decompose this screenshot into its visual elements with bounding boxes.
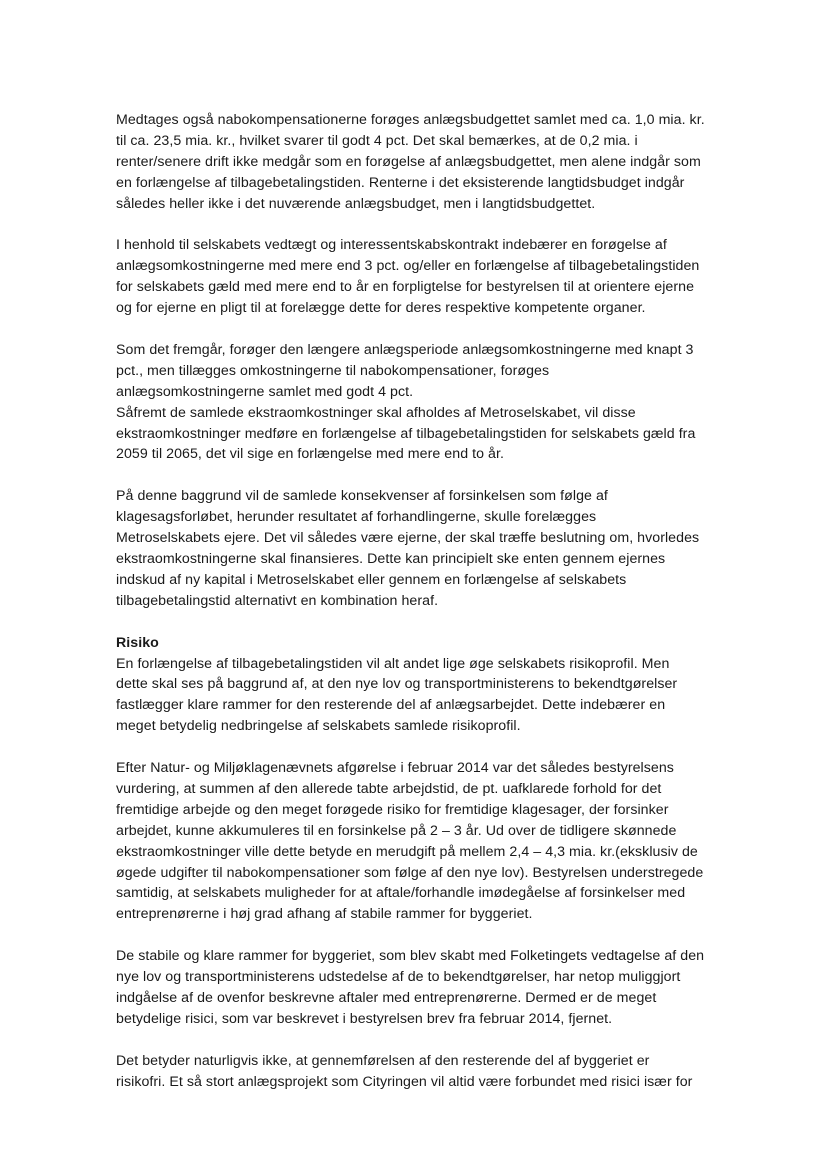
text-line: vurdering, at summen af den allerede tabte arbejdstid, de pt. uafklarede forhold for det bbox=[116, 780, 662, 797]
text-line: til ca. 23,5 mia. kr., hvilket svarer til godt 4 pct. Det skal bemærkes, at de 0,2 mia. i bbox=[116, 132, 638, 149]
text-line: På denne baggrund vil de samlede konsekvenser af forsinkelsen som følge af bbox=[116, 488, 608, 505]
text-line: fastlægger klare rammer for den resterende del af anlægsarbejdet. Dette indebærer en bbox=[116, 697, 666, 714]
text-line: klagesagsforløbet, herunder resultatet af forhandlingerne, skulle forelægges bbox=[116, 509, 597, 526]
text-line: arbejdet, kunne akkumuleres til en forsinkelse på 2 – 3 år. Ud over de tidligere skønnede bbox=[116, 822, 677, 839]
text-line: anlægsomkostningerne samlet med godt 4 pct. bbox=[116, 383, 414, 400]
text-line: tilbagebetalingstid alternativt en kombination heraf. bbox=[116, 592, 439, 609]
paragraph-budget bbox=[116, 110, 756, 215]
text-line: risikofri. Et så stort anlægsprojekt som Cityringen vil altid være forbundet med risici især for bbox=[116, 1073, 693, 1090]
text-line: entreprenørerne i høj grad afhang af stabile rammer for byggeriet. bbox=[116, 906, 533, 923]
document-page bbox=[116, 110, 756, 1092]
text-line: En forlængelse af tilbagebetalingstiden vil alt andet lige øge selskabets risikoprofil. Men bbox=[116, 655, 670, 672]
text-line: betydelige risici, som var beskrevet i bestyrelsen brev fra februar 2014, fjernet. bbox=[116, 1010, 613, 1027]
text-line: Metroselskabets ejere. Det vil således være ejerne, der skal træffe beslutning om, hvorledes bbox=[116, 530, 700, 547]
section-risk bbox=[116, 633, 756, 738]
text-line: pct., men tillægges omkostningerne til nabokompensationer, forøges bbox=[116, 362, 550, 379]
text-line: således heller ikke i det nuværende anlægsbudget, men i langtidsbudgettet. bbox=[116, 195, 596, 212]
paragraph-cost-increase bbox=[116, 340, 756, 465]
text-line: dette skal ses på baggrund af, at den nye lov og transportministerens to bekendtgørelser bbox=[116, 676, 678, 693]
paragraph-consequences bbox=[116, 486, 756, 611]
text-line: 2059 til 2065, det vil sige en forlængelse med mere end to år. bbox=[116, 446, 504, 463]
text-line: De stabile og klare rammer for byggeriet, som blev skabt med Folketingets vedtagelse af den bbox=[116, 948, 705, 965]
text-line: ekstraomkostninger ville dette betyde en merudgift på mellem 2,4 – 4,3 mia. kr.(eksklusiv de bbox=[116, 843, 698, 860]
paragraph-residual-risk bbox=[116, 1051, 756, 1093]
text-line: ekstraomkostningerne skal finansieres. Dette kan principielt ske enten gennem ejernes bbox=[116, 550, 666, 567]
text-line: anlægsomkostningerne med mere end 3 pct. og/eller en forlængelse af tilbagebetalingstiden bbox=[116, 258, 700, 275]
text-line: Det betyder naturligvis ikke, at gennemførelsen af den resterende del af byggeriet er bbox=[116, 1052, 650, 1069]
text-line: samtidig, at selskabets muligheder for at aftale/forhandle imødegåelse af forsinkelser med bbox=[116, 885, 686, 902]
text-line: I henhold til selskabets vedtægt og interessentskabskontrakt indebærer en forøgelse af bbox=[116, 237, 667, 254]
text-line: indgåelse af de ovenfor beskrevne aftaler med entreprenørerne. Dermed er de meget bbox=[116, 989, 657, 1006]
text-line: nye lov og transportministerens udstedelse af de to bekendtgørelser, har netop muliggjort bbox=[116, 969, 681, 986]
text-line: for selskabets gæld med mere end to år en forpligtelse for bestyrelsen til at orientere ejerne bbox=[116, 279, 695, 296]
section-heading: Risiko bbox=[116, 634, 159, 651]
text-line: ekstraomkostninger medføre en forlængelse af tilbagebetalingstiden for selskabets gæld fra bbox=[116, 425, 696, 442]
text-line: renter/senere drift ikke medgår som en forøgelse af anlægsbudgettet, men alene indgår som bbox=[116, 153, 701, 170]
paragraph-tribunal-ruling bbox=[116, 758, 756, 925]
text-line: Såfremt de samlede ekstraomkostninger skal afholdes af Metroselskabet, vil disse bbox=[116, 404, 636, 421]
text-line: meget betydelig nedbringelse af selskabets samlede risikoprofil. bbox=[116, 718, 521, 735]
text-line: og for ejerne en pligt til at forelægge dette for deres respektive kompetente organer. bbox=[116, 300, 646, 317]
text-line: indskud af ny kapital i Metroselskabet eller gennem en forlængelse af selskabets bbox=[116, 571, 627, 588]
text-line: en forlængelse af tilbagebetalingstiden. Renterne i det eksisterende langtidsbudget indgår bbox=[116, 174, 685, 191]
text-line: Efter Natur- og Miljøklagenævnets afgørelse i februar 2014 var det således bestyrelsens bbox=[116, 760, 674, 777]
text-line: øgede udgifter til nabokompensationer som følge af den nye lov). Bestyrelsen understregede bbox=[116, 864, 704, 881]
paragraph-statutes bbox=[116, 235, 756, 319]
paragraph-stable-frames bbox=[116, 946, 756, 1030]
text-line: Medtages også nabokompensationerne forøges anlægsbudgettet samlet med ca. 1,0 mia. kr. bbox=[116, 112, 705, 128]
text-line: Som det fremgår, forøger den længere anlægsperiode anlægsomkostningerne med knapt 3 bbox=[116, 341, 694, 358]
text-line: fremtidige arbejde og den meget forøgede risiko for fremtidige klagesager, der forsinker bbox=[116, 801, 669, 818]
